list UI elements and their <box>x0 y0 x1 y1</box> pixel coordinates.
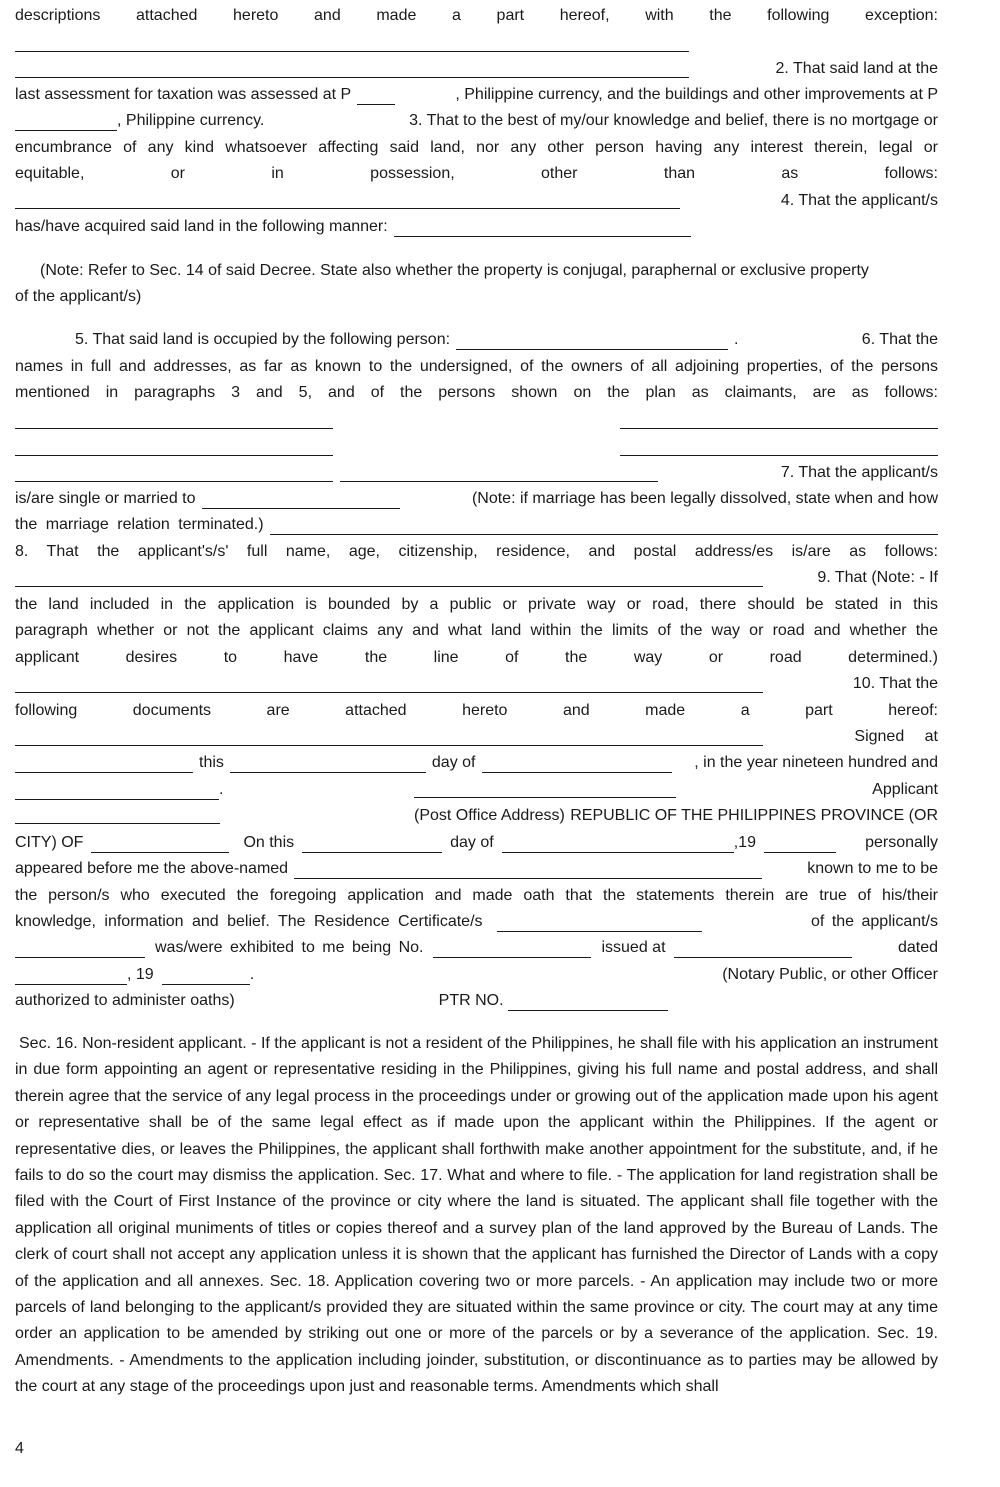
adjoining-owner-field[interactable] <box>15 428 333 429</box>
marriage-line <box>15 486 938 512</box>
spouse-field[interactable] <box>202 490 400 509</box>
text-segment: , Philippine currency, and the buildings and other improvements at P <box>455 86 938 103</box>
para-2-start: 2. That said land at the <box>775 60 938 77</box>
acquired-manner-field[interactable] <box>394 218 691 237</box>
signed-month-field[interactable] <box>482 754 672 773</box>
text-line: mentioned in paragraphs 3 and 5, and of the persons shown on the plan as claimants, are as follows: <box>15 384 938 401</box>
text-line: descriptions attached hereto and made a part hereof, with the following exception: <box>15 7 938 24</box>
text-segment: , in the year nineteen hundred and <box>694 754 938 771</box>
fill-line[interactable] <box>15 51 689 52</box>
signed-place-field[interactable] <box>15 754 193 773</box>
assessment-amount-field[interactable] <box>357 86 395 105</box>
text-segment: has/have acquired said land in the following manner: <box>15 218 388 235</box>
para-7-start: 7. That the applicant/s <box>780 464 938 481</box>
text-segment: 5. That said land is occupied by the following person: <box>75 331 451 348</box>
dated-field[interactable] <box>15 966 127 985</box>
appearer-name-field[interactable] <box>294 860 762 879</box>
text-segment: the marriage relation terminated.) <box>15 516 264 533</box>
text-segment: last assessment for taxation was assessed at P <box>15 86 352 103</box>
sections-paragraph <box>15 1031 938 1401</box>
ptr-number-field[interactable] <box>508 992 668 1011</box>
applicant-name-field[interactable] <box>15 939 145 958</box>
marriage-note-line <box>15 512 938 538</box>
text-segment: (Note: if marriage has been legally dissolved, state when and how <box>471 490 938 507</box>
exhibited-line <box>15 935 938 961</box>
text-line: paragraph whether or not the applicant claims any and what land within the limits of the way or road and whether the <box>15 622 938 639</box>
year-line <box>15 777 938 803</box>
oaths-line <box>15 988 938 1014</box>
para-10-start: 10. That the <box>852 675 938 692</box>
jurat-month-field[interactable] <box>502 834 734 853</box>
text-segment: day of <box>431 754 476 771</box>
jurat-year-field[interactable] <box>764 834 836 853</box>
sections-text: Sec. 16. Non-resident applicant. - If the applicant is not a resident of the Philippines, he shall file with his application an instrument in due form appointing an agent or representative residing in the Philippines, giving his full name and postal address, and shall therein agree that the service of any legal process in the proceedings under or growing out of the application made upon his agent or representative shall be of the same legal effect as if made upon the applicant within the Philippines. If the agent or representative dies, or leaves the Philippines, the applicant shall forthwith make another appointment for the substitute, and, if he fails to do so the court may dismiss the application. Sec. 17. What and where to file. - The application for land registration shall be filed with the Court of First Instance of the province or city where the land is situated. The applicant shall file together with the application all original muniments of titles or copies thereof and a survey plan of the land approved by the Bureau of Lands. The clerk of court shall not accept any application unless it is shown that the applicant has furnished the Director of Lands with a copy of the application and all annexes. Sec. 18. Application covering two or more parcels. - An application may include two or more parcels of land belonging to the applicant/s provided they are situated within the same province or city. The court may at any time order an application to be amended by striking out one or more of the parcels or by a severance of the application. Sec. 19. Amendments. - Amendments to the application including joinder, substitution, or discontinuance as to parties may be allowed by the court at any stage of the proceedings upon just and reasonable terms. Amendments which shall <box>15 1035 938 1396</box>
dated-line <box>15 962 938 988</box>
ptr-label: PTR NO. <box>438 992 504 1009</box>
text-segment: is/are single or married to <box>15 490 196 507</box>
text-line: following documents are attached hereto and made a part hereof: <box>15 702 938 719</box>
signed-at-label: Signed at <box>854 728 938 745</box>
issued-at-field[interactable] <box>674 939 852 958</box>
applicant-signature-field[interactable] <box>414 797 676 798</box>
fill-line[interactable] <box>15 77 689 78</box>
occupant-field[interactable] <box>456 331 728 350</box>
residence-cert-field[interactable] <box>497 913 702 932</box>
text-line: the person/s who executed the foregoing application and made oath that the statements therein are true of his/their <box>15 887 938 904</box>
occupied-line <box>75 327 938 353</box>
adjoining-owner-field[interactable] <box>620 455 938 456</box>
text-line: equitable, or in possession, other than as follows: <box>15 165 938 182</box>
improvements-amount-field[interactable] <box>15 112 117 131</box>
text-segment: issued at <box>601 939 666 956</box>
text-segment: known to me to be <box>807 860 938 877</box>
note-line: of the applicant/s) <box>15 288 142 305</box>
text-segment: personally <box>865 834 938 851</box>
dated-year-field[interactable] <box>162 966 250 985</box>
post-office-label: (Post Office Address) <box>414 807 565 824</box>
currency-line <box>15 108 938 134</box>
adjoining-owner-field[interactable] <box>15 481 333 482</box>
text-segment: day of <box>450 834 494 851</box>
jurat-heading: REPUBLIC OF THE PHILIPPINES PROVINCE (OR <box>570 807 938 824</box>
text-segment: , Philippine currency. <box>117 112 265 129</box>
note-line: (Note: Refer to Sec. 14 of said Decree. State also whether the property is conjugal, paraphernal or exclusive property <box>40 262 869 279</box>
documents-field[interactable] <box>15 745 763 746</box>
fill-line[interactable] <box>15 208 680 209</box>
jurat-line <box>15 830 938 856</box>
residence-line <box>15 909 938 935</box>
para-8: 8. That the applicant's/s' full name, age, citizenship, residence, and postal address/es is/are as follows: <box>15 543 938 560</box>
fill-line[interactable] <box>15 586 763 587</box>
text-segment: , 19 <box>127 966 154 983</box>
city-field[interactable] <box>91 834 229 853</box>
para-6-start: 6. That the <box>861 331 938 348</box>
text-segment: ,19 <box>733 834 756 851</box>
text-segment: was/were exhibited to me being No. <box>155 939 424 956</box>
para-3-start: 3. That to the best of my/our knowledge and belief, there is no mortgage or <box>409 112 938 129</box>
applicant-label: Applicant <box>872 781 938 798</box>
text-segment: knowledge, information and belief. The Residence Certificate/s <box>15 913 483 930</box>
text-segment: . <box>219 781 224 798</box>
adjoining-owner-field[interactable] <box>620 428 938 429</box>
appeared-line <box>15 856 938 882</box>
signed-year-field[interactable] <box>15 781 219 800</box>
text-segment: authorized to administer oaths) <box>15 992 235 1009</box>
text-segment: this <box>199 754 224 771</box>
jurat-day-field[interactable] <box>302 834 442 853</box>
fill-line[interactable] <box>15 692 763 693</box>
text-line: names in full and addresses, as far as known to the undersigned, of the owners of all adjoining properties, of the persons <box>15 358 938 375</box>
assessment-line <box>15 82 938 108</box>
text-segment: On this <box>243 834 295 851</box>
para-4-start: 4. That the applicant/s <box>780 192 938 209</box>
para-9-start: 9. That (Note: - If <box>817 569 938 586</box>
text-segment: . <box>734 331 739 348</box>
text-line: encumbrance of any kind whatsoever affecting said land, nor any other person having any interest therein, legal or <box>15 139 938 156</box>
adjoining-owner-field[interactable] <box>340 481 658 482</box>
text-line: the land included in the application is bounded by a public or private way or road, there should be stated in this <box>15 596 938 613</box>
notary-label: (Notary Public, or other Officer <box>722 966 938 983</box>
adjoining-owner-field[interactable] <box>15 455 333 456</box>
post-office-field[interactable] <box>15 823 220 824</box>
text-segment: appeared before me the above-named <box>15 860 289 877</box>
page-number: 4 <box>15 1440 24 1457</box>
cert-number-field[interactable] <box>433 939 591 958</box>
acquired-line <box>15 214 938 240</box>
text-line: applicant desires to have the line of the way or road determined.) <box>15 649 938 666</box>
text-segment: dated <box>897 939 938 956</box>
signed-line <box>15 750 938 776</box>
signed-day-field[interactable] <box>230 754 426 773</box>
text-segment: of the applicant/s <box>811 913 938 930</box>
text-segment: CITY) OF <box>15 834 84 851</box>
marriage-terminated-field[interactable] <box>270 516 938 535</box>
text-segment: . <box>249 966 255 983</box>
